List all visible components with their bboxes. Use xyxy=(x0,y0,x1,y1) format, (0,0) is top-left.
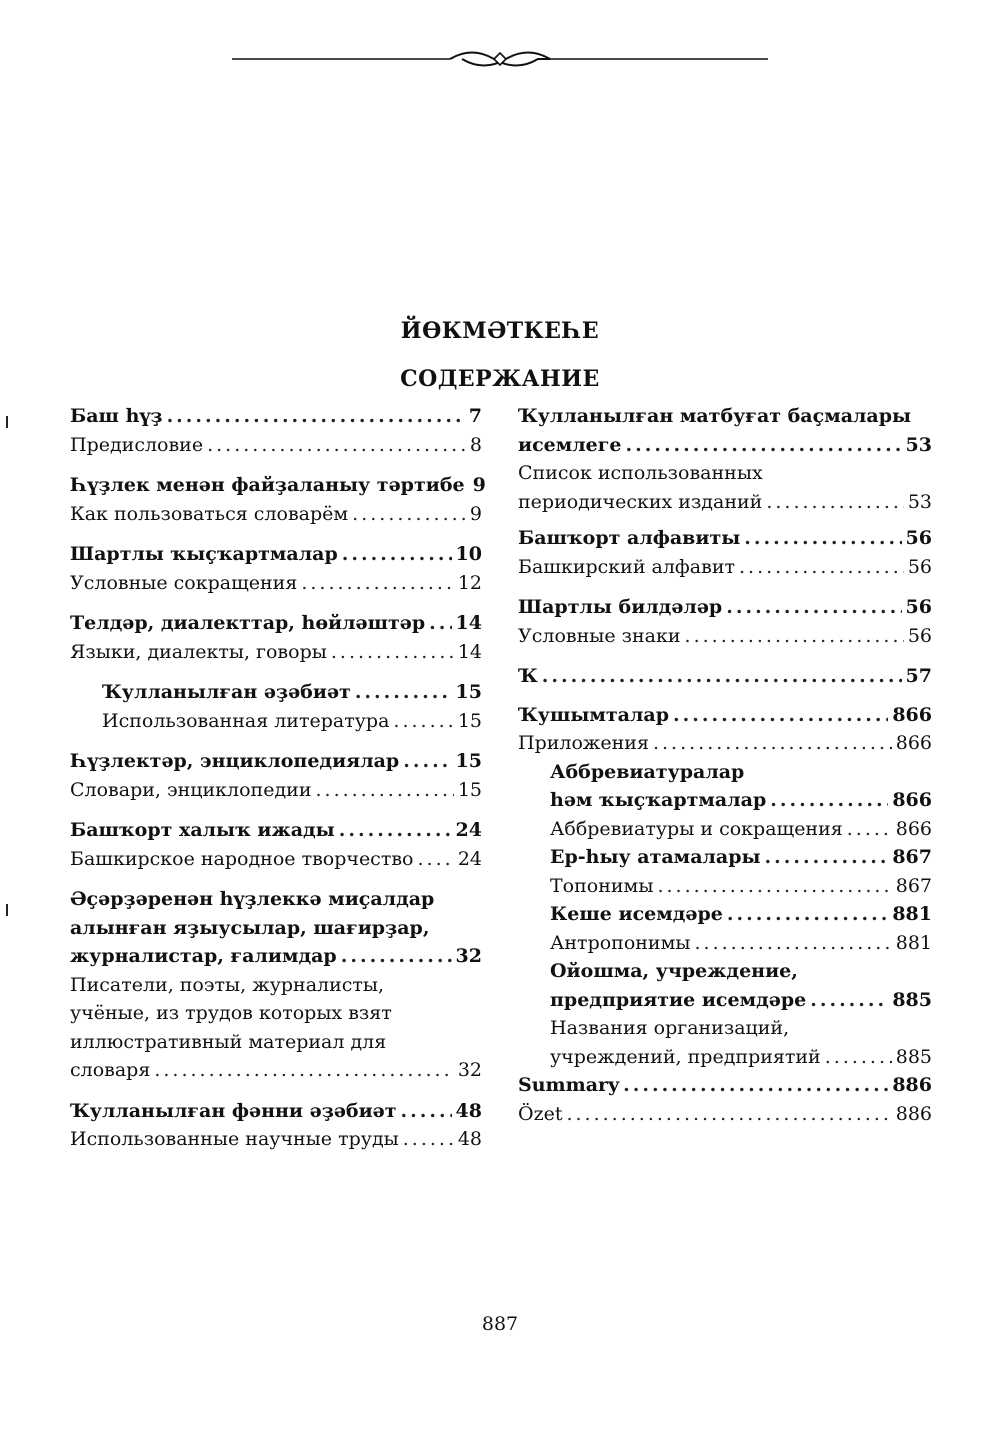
toc-entry-text: исемлеге xyxy=(518,433,622,456)
toc-entry-line xyxy=(550,1043,932,1072)
dot-leader xyxy=(154,1056,453,1085)
toc-entry-text: Ҡулланылған әҙәбиәт xyxy=(102,681,351,703)
toc-entry-text: Приложения xyxy=(518,732,649,754)
toc-entry-text: Условные сокращения xyxy=(70,571,298,594)
toc-page-number: 7 xyxy=(468,405,482,427)
dot-leader xyxy=(341,942,452,971)
dot-leader xyxy=(207,431,466,460)
toc-page-number: 57 xyxy=(905,665,932,687)
toc-entry xyxy=(518,1071,932,1100)
toc-page-number: 53 xyxy=(907,490,932,513)
toc-left-column xyxy=(70,402,486,1166)
dot-leader xyxy=(566,1100,891,1129)
toc-page-number: 885 xyxy=(895,1045,932,1068)
dot-leader xyxy=(673,701,888,730)
toc-entry-line xyxy=(102,678,482,707)
toc-page-number: 8 xyxy=(469,433,482,456)
toc-entry-line xyxy=(70,500,482,529)
toc-section xyxy=(70,402,482,459)
toc-entry-text: Словари, энциклопедии xyxy=(70,778,312,801)
toc-entry-text: Использованная литература xyxy=(102,709,390,732)
toc-entry-text: учёные, из трудов которых взят xyxy=(70,1002,392,1024)
dot-leader xyxy=(653,729,892,758)
toc-page-number: 866 xyxy=(892,789,932,811)
toc-page-number: 56 xyxy=(905,527,932,549)
toc-entry-text: журналистар, ғалимдар xyxy=(70,945,337,967)
toc-entry-text: Шартлы ҡыҫҡартмалар xyxy=(70,543,338,565)
toc-entry xyxy=(518,729,932,758)
toc-entry-text: предприятие исемдәре xyxy=(550,988,807,1011)
toc-entry-line xyxy=(70,942,482,971)
toc-entry-line xyxy=(518,431,932,460)
toc-entry xyxy=(518,957,932,1014)
toc-page-number: 867 xyxy=(892,846,932,868)
title-bashkir: ЙӨКМӘТКЕҺЕ xyxy=(400,318,600,344)
dot-leader xyxy=(847,815,892,844)
toc-entry xyxy=(518,1014,932,1071)
toc-entry xyxy=(70,609,482,638)
toc-entry-line xyxy=(70,1097,482,1126)
dot-leader xyxy=(727,900,888,929)
dot-leader xyxy=(401,1097,452,1126)
toc-page-number: 53 xyxy=(905,433,932,456)
toc-entry-line xyxy=(518,553,932,582)
toc-page-number: 881 xyxy=(892,903,932,925)
dot-leader xyxy=(625,431,901,460)
toc-entry xyxy=(518,553,932,582)
dot-leader xyxy=(766,488,903,517)
toc-entry-line xyxy=(70,431,482,460)
dot-leader xyxy=(403,1125,454,1154)
dot-leader xyxy=(331,638,454,667)
toc-page-number: 32 xyxy=(455,945,482,967)
toc-entry xyxy=(70,638,482,667)
toc-entry-line xyxy=(518,622,932,651)
dot-leader xyxy=(403,747,451,776)
toc-page-number: 9 xyxy=(469,502,482,525)
toc-page-number: 14 xyxy=(455,612,482,634)
toc-entry-line xyxy=(102,707,482,736)
toc-entry-line xyxy=(70,816,482,845)
toc-entry xyxy=(518,701,932,730)
toc-page-number: 886 xyxy=(892,1074,932,1096)
toc-entry xyxy=(518,758,932,815)
toc-entry xyxy=(518,593,932,622)
toc-entry-text: Использованные научные труды xyxy=(70,1128,399,1150)
toc-entry-text: учреждений, предприятий xyxy=(550,1045,821,1068)
dot-leader xyxy=(695,929,892,958)
toc-entry-text: Башкирский алфавит xyxy=(518,555,736,578)
dot-leader xyxy=(657,872,891,901)
toc-entry-text: алынған яҙыусылар, шағирҙар, xyxy=(70,916,430,939)
toc-entry-line xyxy=(70,776,482,805)
toc-page-number: 48 xyxy=(455,1099,482,1122)
toc-entry xyxy=(518,815,932,844)
toc-entry xyxy=(70,776,482,805)
toc-entry-text: Кеше исемдәре xyxy=(550,903,723,925)
toc-section xyxy=(70,1097,482,1154)
toc-entry xyxy=(70,816,482,845)
dot-leader xyxy=(542,662,902,691)
toc-entry-text: Баш һүҙ xyxy=(70,405,163,427)
toc-entry-text: Ойошма, учреждение, xyxy=(550,960,798,982)
toc-entry xyxy=(70,402,482,431)
toc-right-column xyxy=(518,402,932,1140)
toc-entry-line xyxy=(70,1125,482,1154)
toc-entry xyxy=(518,872,932,901)
toc-entry-text: Условные знаки xyxy=(518,624,681,647)
page-number: 887 xyxy=(481,1313,519,1335)
toc-page-number: 15 xyxy=(455,750,482,772)
toc-entry-line xyxy=(70,999,482,1028)
toc-entry xyxy=(70,971,482,1085)
toc-entry-line xyxy=(550,758,932,787)
toc-entry xyxy=(70,569,482,598)
toc-entry-line xyxy=(550,986,932,1015)
toc-entry-line xyxy=(550,872,932,901)
toc-page-number: 56 xyxy=(905,596,932,618)
toc-entry-line xyxy=(518,488,932,517)
dot-leader xyxy=(726,593,901,622)
toc-entry xyxy=(518,524,932,553)
toc-entry-line xyxy=(550,957,932,986)
toc-page-number: 866 xyxy=(892,703,932,726)
toc-entry-text: Башкирское народное творчество xyxy=(70,847,414,870)
toc-entry-text: Аббревиатуры и сокращения xyxy=(550,817,843,840)
toc-entry xyxy=(70,500,482,529)
margin-mark xyxy=(6,416,8,428)
toc-entry-text: Телдәр, диалекттар, һөйләштәр xyxy=(70,612,426,634)
toc-page-number: 12 xyxy=(457,571,482,594)
dot-leader xyxy=(770,786,888,815)
toc-entry xyxy=(70,885,482,971)
toc-section xyxy=(518,593,932,650)
toc-entry-line xyxy=(518,1100,932,1129)
dot-leader xyxy=(393,707,453,736)
toc-entry-line xyxy=(70,471,486,500)
dot-leader xyxy=(339,816,452,845)
toc-entry-line xyxy=(550,929,932,958)
dot-leader xyxy=(623,1071,888,1100)
toc-page-number: 14 xyxy=(457,640,482,663)
toc-entry-text: Ҡ xyxy=(518,665,538,687)
toc-entry-line xyxy=(70,1056,482,1085)
toc-page-number: 15 xyxy=(457,709,482,732)
dot-leader xyxy=(167,402,465,431)
toc-entry-line xyxy=(70,1028,482,1057)
dot-leader xyxy=(739,553,904,582)
toc-entry-text: Названия организаций, xyxy=(550,1017,790,1039)
margin-mark xyxy=(6,904,8,916)
toc-entry-text: Шартлы билдәләр xyxy=(518,596,723,618)
toc-entry-line xyxy=(550,900,932,929)
toc-entry-text: Топонимы xyxy=(550,874,654,897)
title-russian: СОДЕРЖАНИЕ xyxy=(400,366,600,392)
dot-leader xyxy=(352,500,466,529)
toc-entry xyxy=(518,929,932,958)
toc-entry-text: Языки, диалекты, говоры xyxy=(70,640,327,663)
toc-entry-line xyxy=(70,747,482,776)
toc-entry-line xyxy=(70,914,482,943)
toc-entry-text: Башҡорт алфавиты xyxy=(518,527,741,549)
toc-section xyxy=(518,402,932,516)
dot-leader xyxy=(301,569,453,598)
toc-entry-text: Ҡулланылған матбуғат баҫмалары xyxy=(518,405,912,427)
toc-entry xyxy=(518,843,932,872)
toc-page-number: 56 xyxy=(907,624,932,647)
toc-section xyxy=(70,540,482,597)
toc-section xyxy=(70,885,482,1085)
toc-entry xyxy=(518,662,932,691)
dot-leader xyxy=(342,540,452,569)
toc-page-number: 886 xyxy=(895,1102,932,1125)
toc-entry-line xyxy=(70,638,482,667)
toc-entry xyxy=(70,678,482,707)
toc-entry xyxy=(518,459,932,516)
toc-entry-text: Summary xyxy=(518,1074,620,1096)
dot-leader xyxy=(315,776,453,805)
toc-entry-text: Әҫәрҙәренән һүҙлеккә миҫалдар xyxy=(70,888,435,910)
toc-entry-text: Антропонимы xyxy=(550,931,691,954)
toc-entry-text: периодических изданий xyxy=(518,490,763,513)
toc-entry-text: Список использованных xyxy=(518,462,763,484)
ornament-divider xyxy=(232,44,768,74)
toc-entry-text: Һүҙлек менән файҙаланыу тәртибе xyxy=(70,474,465,496)
toc-entry xyxy=(70,540,482,569)
toc-entry xyxy=(518,622,932,651)
toc-entry-line xyxy=(518,701,932,730)
toc-page-number: 24 xyxy=(455,819,482,841)
toc-entry-text: Аббревиатуралар xyxy=(550,760,745,783)
dot-leader xyxy=(429,609,451,638)
toc-entry-text: Как пользоваться словарём xyxy=(70,502,349,525)
toc-entry-line xyxy=(70,569,482,598)
toc-page-number: 881 xyxy=(895,931,932,954)
toc-section xyxy=(70,678,482,735)
toc-entry xyxy=(518,1100,932,1129)
toc-entry-text: Özet xyxy=(518,1102,563,1125)
toc-entry xyxy=(70,1097,482,1126)
toc-section xyxy=(70,471,486,528)
toc-entry xyxy=(70,707,482,736)
toc-page-number: 32 xyxy=(457,1059,482,1081)
toc-section xyxy=(518,701,932,1129)
toc-entry-line xyxy=(518,729,932,758)
toc-entry-line xyxy=(70,885,482,914)
toc-entry-text: һәм ҡыҫҡартмалар xyxy=(550,789,767,811)
toc-entry-text: Ҡушымталар xyxy=(518,703,669,726)
toc-entry-line xyxy=(550,815,932,844)
toc-entry-line xyxy=(70,402,482,431)
toc-entry-line xyxy=(518,402,932,431)
toc-entry-text: Ҡулланылған фәнни әҙәбиәт xyxy=(70,1099,397,1122)
toc-page-number: 9 xyxy=(472,474,486,496)
toc-entry-line xyxy=(70,609,482,638)
dot-leader xyxy=(744,524,901,553)
toc-entry xyxy=(518,900,932,929)
toc-page-number: 866 xyxy=(895,732,932,754)
toc-entry-line xyxy=(70,540,482,569)
toc-entry-text: Предисловие xyxy=(70,433,204,456)
dot-leader xyxy=(765,843,889,872)
toc-entry-line xyxy=(518,662,932,691)
toc-entry-line xyxy=(550,1014,932,1043)
dot-leader xyxy=(825,1043,892,1072)
toc-entry-text: Һүҙлектәр, энциклопедиялар xyxy=(70,750,400,772)
toc-page-number: 15 xyxy=(457,778,482,801)
toc-entry-text: Писатели, поэты, журналисты, xyxy=(70,973,385,996)
toc-entry xyxy=(70,1125,482,1154)
toc-entry-text: Башҡорт халыҡ ижады xyxy=(70,819,335,841)
toc-page-number: 56 xyxy=(907,555,932,578)
toc-entry-line xyxy=(518,593,932,622)
toc-entry xyxy=(70,845,482,874)
toc-section xyxy=(70,747,482,804)
toc-page-number: 10 xyxy=(455,543,482,565)
toc-page-number: 867 xyxy=(895,874,932,897)
dot-leader xyxy=(417,845,453,874)
dot-leader xyxy=(355,678,452,707)
toc-entry-line xyxy=(518,459,932,488)
toc-entry-line xyxy=(518,1071,932,1100)
toc-page-number: 24 xyxy=(457,847,482,870)
dot-leader xyxy=(685,622,904,651)
toc-entry xyxy=(70,471,486,500)
toc-entry-line xyxy=(70,845,482,874)
toc-entry xyxy=(518,402,932,459)
toc-page-number: 885 xyxy=(892,988,932,1011)
toc-page-number: 866 xyxy=(895,817,932,840)
toc-entry-line xyxy=(518,524,932,553)
toc-section xyxy=(518,524,932,581)
dot-leader xyxy=(810,986,888,1015)
toc-entry xyxy=(70,431,482,460)
toc-entry-text: Ер-һыу атамалары xyxy=(550,846,761,868)
toc-entry-line xyxy=(550,843,932,872)
toc-section xyxy=(70,609,482,666)
toc-section xyxy=(518,662,932,691)
toc-page-number: 48 xyxy=(457,1128,482,1150)
toc-entry-text: иллюстративный материал для xyxy=(70,1030,387,1053)
toc-section xyxy=(70,816,482,873)
toc-entry-text: словаря xyxy=(70,1059,151,1081)
toc-entry-line xyxy=(70,971,482,1000)
toc-entry-line xyxy=(550,786,932,815)
toc-entry xyxy=(70,747,482,776)
toc-page-number: 15 xyxy=(455,681,482,703)
